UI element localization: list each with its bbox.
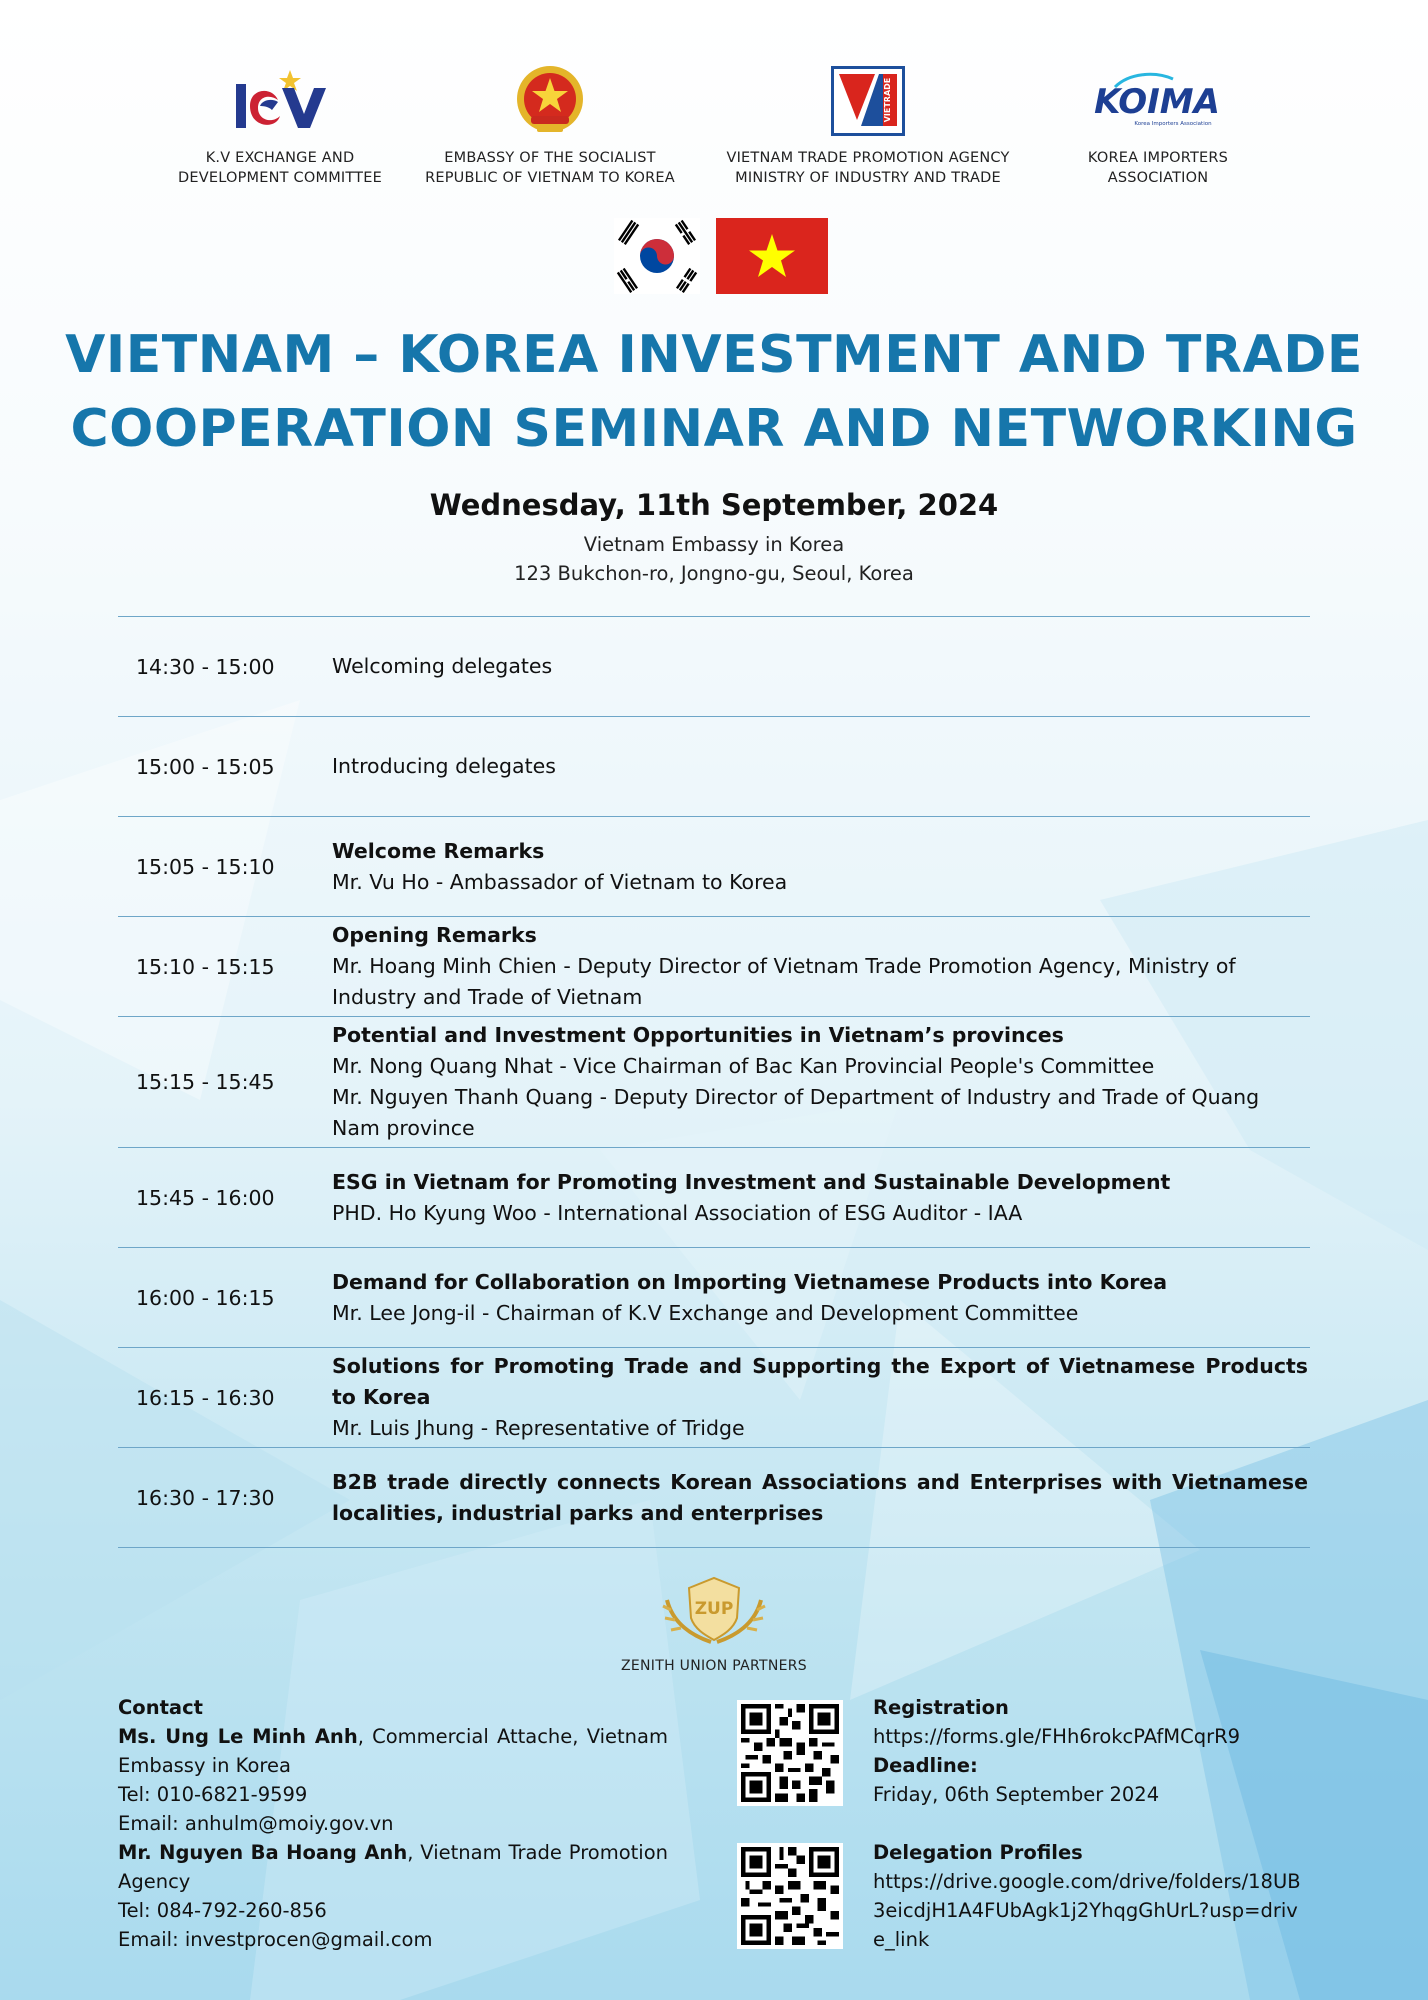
registration-heading: Registration: [873, 1696, 1009, 1719]
agenda-line: PHD. Ho Kyung Woo - International Association of ESG Auditor - IAA: [332, 1200, 1023, 1225]
delegation-heading: Delegation Profiles: [873, 1841, 1083, 1864]
agenda-time: 14:30 - 15:00: [136, 654, 275, 679]
svg-text:KOIMA: KOIMA: [1094, 82, 1220, 122]
agenda-line: Mr. Hoang Minh Chien - Deputy Director of Vietnam Trade Promotion Agency, Ministry of Industry and Trade of Vietnam: [332, 954, 1236, 1009]
agenda-row: [118, 1017, 1310, 1148]
vietnam-flag-icon: [716, 218, 828, 294]
agenda-time: 16:30 - 17:30: [136, 1485, 275, 1510]
agenda-heading: Opening Remarks: [332, 923, 537, 947]
koima-logo-icon: [1093, 69, 1223, 133]
agenda-content: [332, 651, 1310, 682]
contact-person-1-name: Ms. Ung Le Minh Anh: [118, 1725, 358, 1748]
agenda-content: [332, 1351, 1310, 1444]
registration-link[interactable]: https://forms.gle/FHh6rokcPAfMCqrR9: [873, 1725, 1241, 1748]
agenda-heading: Potential and Investment Opportunities in Vietnam’s provinces: [332, 1023, 1064, 1047]
agenda-time: 16:00 - 16:15: [136, 1285, 275, 1310]
delegation-qr-code-icon[interactable]: [737, 1843, 843, 1949]
contact-person-1-role: , Commercial Attache, Vietnam Embassy in Korea: [118, 1725, 668, 1777]
svg-text:VIETRADE: VIETRADE: [883, 77, 892, 123]
kv-organizer: [130, 62, 430, 188]
kv-logo-icon: [232, 66, 328, 136]
delegation-link[interactable]: https://drive.google.com/drive/folders/18UB3eicdjH1A4FUbAgk1j2YhqgGhUrL?usp=drive_link: [873, 1870, 1301, 1951]
agenda-line: Welcoming delegates: [332, 654, 553, 678]
event-venue: [0, 530, 1428, 588]
agenda-content: [332, 920, 1310, 1013]
vietnam-emblem-icon: [513, 64, 587, 138]
agenda-time: 15:45 - 16:00: [136, 1185, 275, 1210]
country-flags: [614, 218, 828, 294]
agenda-row: [118, 1348, 1310, 1448]
agenda-heading: ESG in Vietnam for Promoting Investment and Sustainable Development: [332, 1169, 1171, 1194]
agenda-content: [332, 1267, 1310, 1329]
agenda-content: [332, 1167, 1310, 1229]
agenda-line: Mr. Luis Jhung - Representative of Tridge: [332, 1416, 745, 1440]
vietrade-caption: VIETNAM TRADE PROMOTION AGENCY MINISTRY OF INDUSTRY AND TRADE: [726, 150, 1010, 186]
zup-crest-logo-icon: [659, 1570, 769, 1650]
agenda-time: 15:00 - 15:05: [136, 754, 275, 779]
svg-text:ZUP: ZUP: [694, 1599, 734, 1619]
contact-section: [118, 1693, 668, 1954]
agenda-content: [332, 1020, 1310, 1144]
agenda-line: Mr. Vu Ho - Ambassador of Vietnam to Korea: [332, 869, 788, 894]
contact-person-1-tel[interactable]: Tel: 010-6821-9599: [118, 1783, 308, 1806]
agenda-content: [332, 751, 1310, 782]
agenda-time: 16:15 - 16:30: [136, 1385, 275, 1410]
contact-person-2-tel[interactable]: Tel: 084-792-260-856: [118, 1899, 327, 1922]
agenda-line: Mr. Nguyen Thanh Quang - Deputy Director of Department of Industry and Trade of Quang Nam province: [332, 1085, 1260, 1140]
agenda-time: 15:05 - 15:10: [136, 854, 275, 879]
agenda-time: 15:15 - 15:45: [136, 1070, 275, 1094]
registration-section: [873, 1693, 1313, 1809]
event-title-line-1: VIETNAM – KOREA INVESTMENT AND TRADE: [65, 325, 1363, 385]
event-date: Wednesday, 11th September, 2024: [429, 488, 999, 522]
agenda-heading: Demand for Collaboration on Importing Vietnamese Products into Korea: [332, 1269, 1168, 1294]
sponsor: [614, 1570, 814, 1674]
agenda-heading: Solutions for Promoting Trade and Supporting the Export of Vietnamese Products to Korea: [332, 1354, 1308, 1409]
delegation-section: [873, 1838, 1303, 1954]
sponsor-name: ZENITH UNION PARTNERS: [621, 1658, 807, 1674]
agenda-row: [118, 917, 1310, 1017]
contact-person-1: [118, 1722, 668, 1780]
agenda-content: [332, 836, 1310, 898]
agenda-table: [118, 616, 1310, 1548]
svg-text:Korea Importers Association: Korea Importers Association: [1134, 121, 1212, 127]
agenda-line: Introducing delegates: [332, 754, 556, 778]
agenda-line: Mr. Nong Quang Nhat - Vice Chairman of Bac Kan Provincial People's Committee: [332, 1054, 1155, 1078]
agenda-row: [118, 1448, 1310, 1548]
agenda-row: [118, 817, 1310, 917]
agenda-line: Mr. Lee Jong-il - Chairman of K.V Exchange and Development Committee: [332, 1300, 1079, 1325]
agenda-row: [118, 1248, 1310, 1348]
organizer-logos: [0, 62, 1428, 192]
koima-caption: KOREA IMPORTERS ASSOCIATION: [1087, 150, 1229, 186]
event-title: [40, 318, 1388, 466]
embassy-caption: EMBASSY OF THE SOCIALIST REPUBLIC OF VIETNAM TO KOREA: [425, 150, 675, 186]
vietrade-organizer: [718, 62, 1018, 188]
agenda-time: 15:10 - 15:15: [136, 954, 275, 979]
agenda-row: [118, 617, 1310, 717]
contact-person-2-email[interactable]: Email: investprocen@gmail.com: [118, 1928, 433, 1951]
kv-caption: K.V EXCHANGE AND DEVELOPMENT COMMITTEE: [178, 150, 382, 186]
contact-heading: Contact: [118, 1696, 203, 1719]
contact-person-2-role: , Vietnam Trade Promotion Agency: [118, 1841, 668, 1893]
deadline-date: Friday, 06th September 2024: [873, 1783, 1160, 1806]
venue-name: Vietnam Embassy in Korea: [583, 533, 845, 556]
agenda-content: [332, 1467, 1310, 1529]
embassy-organizer: [400, 62, 700, 188]
agenda-heading: Welcome Remarks: [332, 838, 545, 863]
contact-person-1-email[interactable]: Email: anhulm@moiy.gov.vn: [118, 1812, 394, 1835]
event-title-line-2: COOPERATION SEMINAR AND NETWORKING: [70, 399, 1358, 459]
contact-person-2: [118, 1838, 668, 1896]
venue-address: 123 Bukchon-ro, Jongno-gu, Seoul, Korea: [514, 562, 914, 585]
registration-qr-code-icon[interactable]: [737, 1700, 843, 1806]
agenda-row: [118, 717, 1310, 817]
vietrade-logo-icon: [831, 66, 905, 136]
contact-person-2-name: Mr. Nguyen Ba Hoang Anh: [118, 1841, 408, 1864]
agenda-heading: B2B trade directly connects Korean Associations and Enterprises with Vietnamese localities, industrial parks and enterprises: [332, 1469, 1308, 1525]
koima-organizer: [1008, 62, 1308, 188]
deadline-label: Deadline:: [873, 1754, 978, 1777]
south-korea-flag-icon: [614, 218, 700, 294]
agenda-row: [118, 1148, 1310, 1248]
